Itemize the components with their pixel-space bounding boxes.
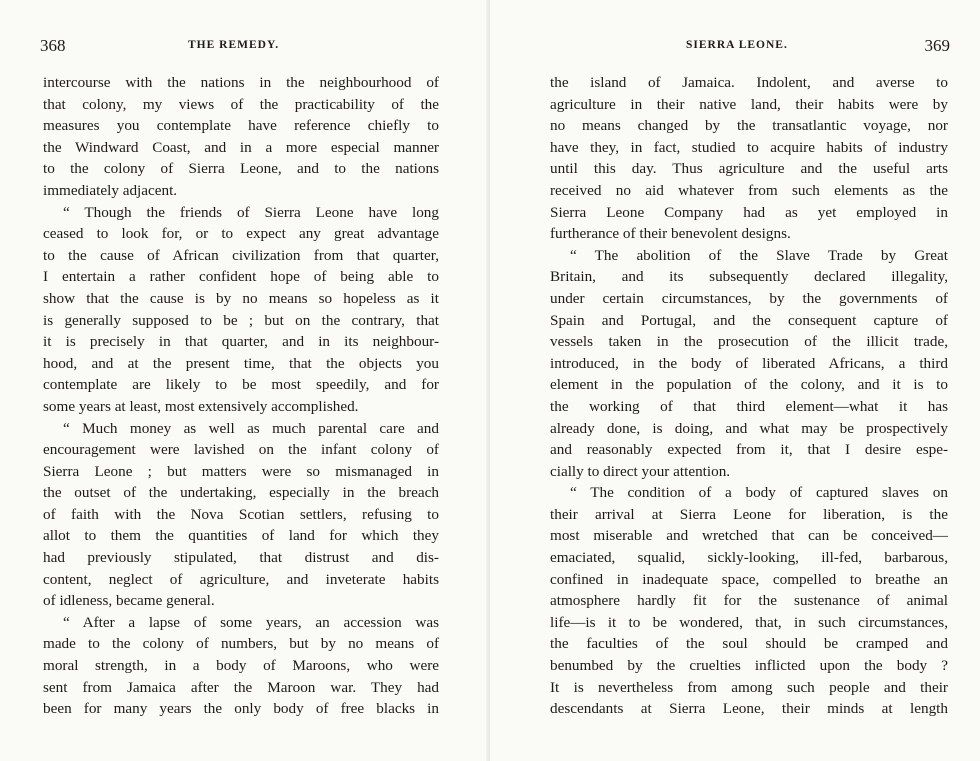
text-line: element in the population of the colony, and it is to [550, 376, 948, 394]
text-line: is generally supposed to be ; but on the contrary, that [43, 311, 439, 329]
text-line: atmosphere hardly fit for the sustenance of animal [550, 592, 948, 610]
text-line: their arrival at Sierra Leone for liberation, is the [550, 505, 948, 523]
text-line: immediately adjacent. [43, 181, 178, 199]
text-line: moral strength, in a body of Maroons, who were [43, 657, 439, 675]
text-line: “ The abolition of the Slave Trade by Great [570, 246, 948, 264]
right-running-head: SIERRA LEONE. [686, 39, 788, 51]
right-page-number: 369 [924, 36, 950, 55]
text-line: been for many years the only body of free blacks in [43, 700, 439, 718]
text-line: I entertain a rather confident hope of being able to [43, 268, 439, 286]
text-line: “ Though the friends of Sierra Leone have long [63, 203, 439, 221]
text-line: hood, and at the present time, that the objects you [43, 354, 439, 372]
text-line: that colony, my views of the practicability of the [43, 95, 439, 113]
text-line: descendants at Sierra Leone, their minds at length [550, 700, 948, 718]
text-line: Sierra Leone Company had as yet employed in [550, 203, 948, 221]
text-line: intercourse with the nations in the neighbourhood of [43, 74, 439, 91]
right-page [490, 0, 980, 761]
text-line: to the colony of Sierra Leone, and to the nations [43, 160, 439, 178]
text-line: agriculture in their native land, their habits were by [550, 95, 948, 113]
left-page-text [43, 72, 439, 720]
text-line: to the cause of African civilization from that quarter, [43, 246, 439, 264]
text-line: show that the cause is by no means so hopeless as it [43, 289, 439, 307]
text-line: until this day. Thus agriculture and the useful arts [550, 160, 948, 178]
text-line: emaciated, squalid, sickly-looking, ill-fed, barbarous, [550, 549, 948, 567]
text-line: “ The condition of a body of captured slaves on [570, 484, 948, 502]
text-line: life—is it to be wondered, that, in such circumstances, [550, 613, 948, 631]
left-page-header [40, 36, 440, 58]
text-line: contemplate are likely to be most speedily, and for [43, 376, 439, 394]
text-line: “ Much money as well as much parental care and [63, 419, 439, 437]
text-line: had previously stipulated, that distrust and dis- [43, 549, 439, 567]
text-line: vessels taken in the prosecution of the illicit trade, [550, 333, 948, 351]
left-running-head: THE REMEDY. [188, 39, 280, 51]
text-line: “ After a lapse of some years, an accession was [63, 613, 439, 631]
text-line: sent from Jamaica after the Maroon war. They had [43, 678, 439, 696]
text-line: of idleness, became general. [43, 592, 215, 610]
text-line: no means changed by the transatlantic voyage, nor [550, 117, 948, 135]
text-line: the working of that third element—what it has [550, 397, 948, 415]
text-line: made to the colony of numbers, but by no means of [43, 635, 439, 653]
text-line: cially to direct your attention. [550, 462, 731, 480]
left-page-number: 368 [40, 36, 66, 55]
text-line: received no aid whatever from such elements as the [550, 181, 948, 199]
text-line: encouragement were lavished on the infant colony of [43, 441, 439, 459]
text-line: under certain circumstances, by the governments of [550, 289, 948, 307]
text-line: already done, is doing, and what may be prospectively [550, 419, 948, 437]
text-line: content, neglect of agriculture, and inveterate habits [43, 570, 439, 588]
text-line: Sierra Leone ; but matters were so mismanaged in [43, 462, 439, 480]
text-line: introduced, in the body of liberated Africans, a third [550, 354, 948, 372]
text-line: and reasonably expected from it, that I desire espe- [550, 441, 948, 459]
text-line: the outset of the undertaking, especially in the breach [43, 484, 439, 502]
text-line: the faculties of the soul should be cramped and [550, 635, 948, 653]
text-line: Spain and Portugal, and the consequent capture of [550, 311, 948, 329]
text-line: have they, in fact, studied to acquire habits of industry [550, 138, 948, 156]
right-page-header [550, 36, 950, 58]
text-line: the island of Jamaica. Indolent, and averse to [550, 74, 948, 91]
text-line: benumbed by the cruelties inflicted upon the body ? [550, 657, 948, 675]
text-line: the Windward Coast, and in a more especial manner [43, 138, 439, 156]
text-line: It is nevertheless from among such people and their [550, 678, 948, 696]
text-line: confined in inadequate space, compelled to breathe an [550, 570, 948, 588]
text-line: some years at least, most extensively accomplished. [43, 397, 359, 415]
text-line: most miserable and wretched that can be conceived— [550, 527, 948, 545]
text-line: Britain, and its subsequently declared illegality, [550, 268, 948, 286]
text-line: furtherance of their benevolent designs. [550, 225, 791, 243]
text-line: measures you contemplate have reference chiefly to [43, 117, 439, 135]
right-page-text [550, 72, 948, 720]
text-line: it is precisely in that quarter, and in its neighbour- [43, 333, 439, 351]
text-line: of faith with the Nova Scotian settlers, refusing to [43, 505, 439, 523]
text-line: ceased to look for, or to expect any great advantage [43, 225, 439, 243]
text-line: allot to them the quantities of land for which they [43, 527, 439, 545]
